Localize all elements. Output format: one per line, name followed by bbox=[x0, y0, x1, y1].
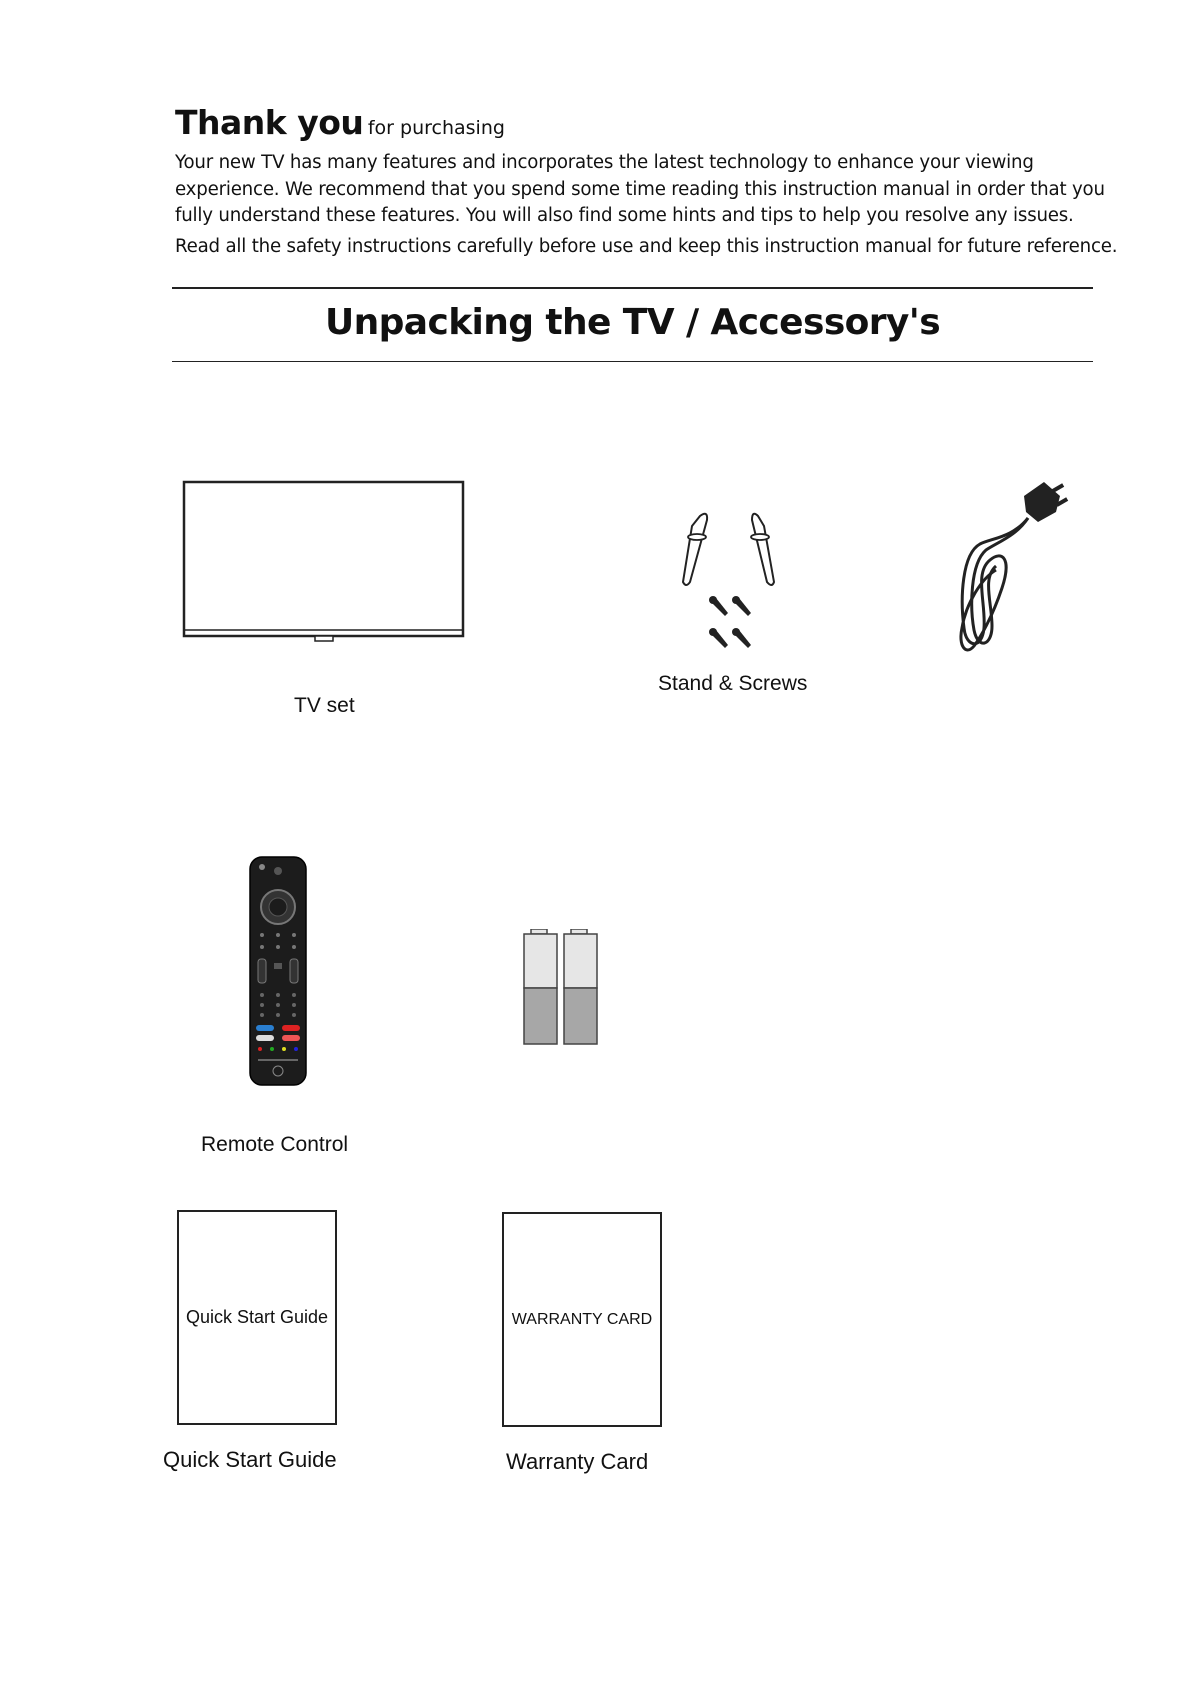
remote-control-icon bbox=[248, 855, 308, 1087]
tv-set-caption: TV set bbox=[294, 694, 355, 717]
intro-line: Your new TV has many features and incorporates the latest technology to enhance your viewing bbox=[175, 152, 1034, 173]
bottom-rule bbox=[172, 361, 1093, 362]
intro-paragraph bbox=[175, 150, 1118, 260]
quick-start-guide-icon bbox=[177, 1210, 337, 1425]
warranty-card-icon bbox=[502, 1212, 662, 1427]
thank-you-heading bbox=[175, 103, 505, 142]
remote-control-caption: Remote Control bbox=[201, 1133, 349, 1156]
top-rule bbox=[172, 287, 1093, 289]
warranty-card-box-label: WARRANTY CARD bbox=[511, 1310, 653, 1328]
stand-screws-icon bbox=[668, 510, 793, 660]
batteries-icon bbox=[522, 929, 602, 1049]
intro-line: experience. We recommend that you spend some time reading this instruction manual in order that you bbox=[175, 178, 1105, 200]
tv-set-icon bbox=[180, 478, 467, 644]
intro-line: fully understand these features. You will also find some hints and tips to help you resolve any issues. bbox=[175, 205, 1074, 226]
stand-screws-caption: Stand & Screws bbox=[658, 672, 808, 695]
warranty-card-caption: Warranty Card bbox=[506, 1449, 649, 1474]
section-heading: Unpacking the TV / Accessory's bbox=[324, 302, 941, 343]
quick-start-guide-box-label: Quick Start Guide bbox=[185, 1307, 329, 1327]
power-cord-icon bbox=[952, 478, 1082, 658]
quick-start-guide-caption: Quick Start Guide bbox=[163, 1447, 337, 1472]
thank-you-text: Thank you bbox=[175, 103, 364, 142]
for-purchasing-text: for purchasing bbox=[367, 117, 505, 139]
intro-line: Read all the safety instructions carefully before use and keep this instruction manual for future reference. bbox=[175, 235, 1118, 257]
